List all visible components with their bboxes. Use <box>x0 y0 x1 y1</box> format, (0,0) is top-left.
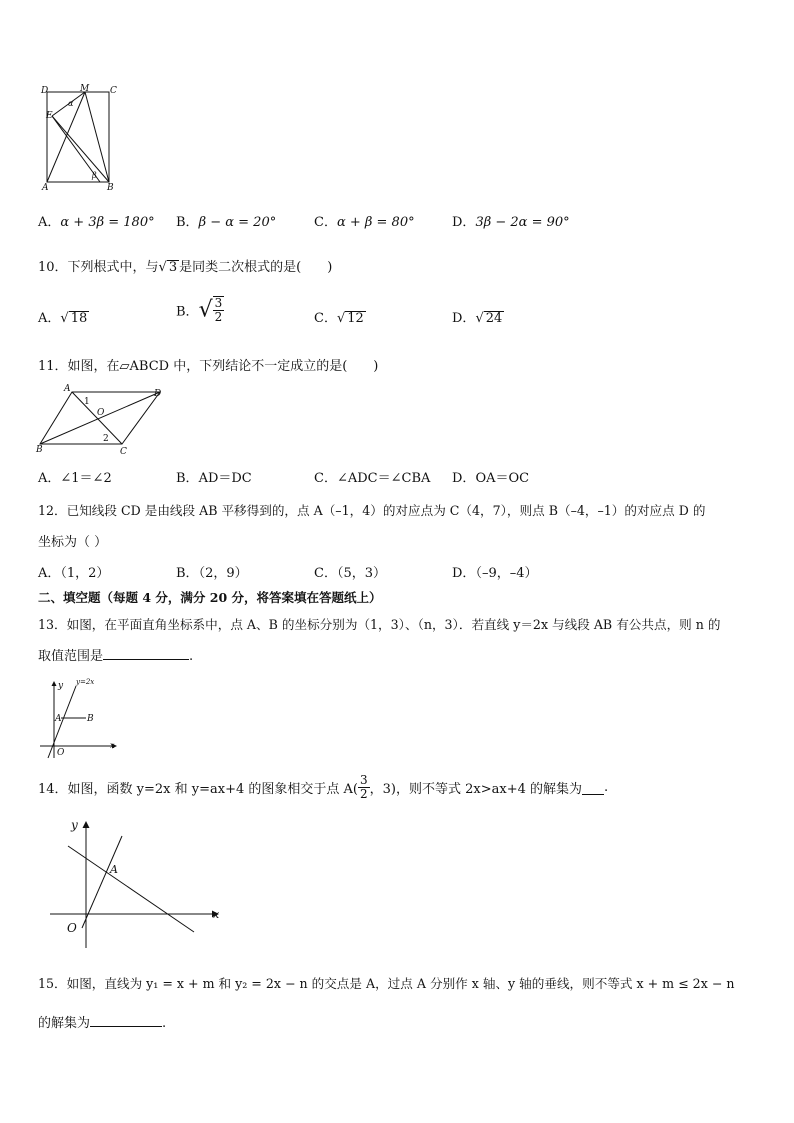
q13-label-o: O <box>57 748 65 758</box>
q12-option-a-text: （1，2） <box>60 566 110 581</box>
q11-stem: 11．如图，在▱ABCD 中，下列结论不一定成立的是( ) <box>38 359 379 374</box>
q10-stem-b: 是同类二次根式的是( ) <box>179 260 333 275</box>
q10-option-b-label: B． <box>176 304 199 320</box>
q13-line1: 13．如图，在平面直角坐标系中，点 A、B 的坐标分别为（1，3）、（n，3）．若直线 y＝2x 与线段 AB 有公共点，则 n 的 <box>38 617 721 632</box>
q9-option-a-text: α + 3β = 180° <box>60 215 155 230</box>
q12-option-a-label: A． <box>38 566 61 581</box>
fig9-label-a: A <box>42 183 49 193</box>
q11-option-a-text: ∠1＝∠2 <box>60 471 112 486</box>
q12-option-c-text: （5，3） <box>336 566 386 581</box>
q9-option-a <box>38 211 155 230</box>
q14-label-a: A <box>110 863 118 876</box>
q11-option-c-label: C． <box>314 471 337 486</box>
q12-option-c <box>314 562 386 581</box>
fig9-label-d: D <box>41 86 49 96</box>
q10-option-b: B．√ $\frac{3}{2}$ <box>176 296 223 324</box>
q12-option-d-text: （–9，–4） <box>475 566 538 581</box>
fig9-label-c: C <box>110 86 117 96</box>
q9-option-d <box>452 211 570 230</box>
q12-option-a <box>38 562 109 581</box>
q11-option-b-text: AD＝DC <box>198 471 252 486</box>
q10-stem-a: 10．下列根式中，与 <box>38 260 159 275</box>
q9-option-c-text: α + β = 80° <box>336 215 415 230</box>
q9-option-a-label: A． <box>38 215 61 230</box>
section-title-fill-in: 二、填空题（每题 4 分，满分 20 分，将答案填在答题纸上） <box>38 590 382 605</box>
q11-option-c-text: ∠ADC＝∠CBA <box>336 471 431 486</box>
q9-option-b <box>176 211 276 230</box>
q10-stem: 10．下列根式中，与√ 3 是同类二次根式的是( ) <box>38 260 333 275</box>
q13-label-line: y=2x <box>76 678 95 686</box>
q15-line2-end: . <box>162 1016 167 1031</box>
q9-option-b-text: β − α = 20° <box>198 215 277 230</box>
q15-answer-blank[interactable] <box>90 1013 162 1027</box>
q9-option-d-text: 3β − 2α = 90° <box>475 215 570 230</box>
q10-option-a: A．√ 18 <box>38 311 88 326</box>
fig11-label-1: 1 <box>84 397 90 407</box>
diagonal-bd <box>40 392 160 444</box>
fig9-label-alpha: α <box>68 99 74 108</box>
q11-option-b <box>176 467 252 486</box>
fig11-label-d: D <box>154 389 162 399</box>
q14-stem <box>38 774 608 801</box>
q10-option-b-fraction <box>213 296 225 324</box>
q10-option-c-radicand: 12 <box>347 311 364 326</box>
q14-frac-num: 3 <box>360 773 368 787</box>
q10-option-a-label: A． <box>38 311 61 326</box>
q11-option-b-label: B． <box>176 471 199 486</box>
q9-figure <box>40 84 130 193</box>
q9-option-c-label: C． <box>314 215 337 230</box>
q13-line2-text: 取值范围是 <box>38 649 104 664</box>
q11-figure <box>36 382 166 456</box>
fig11-label-o: O <box>97 408 105 418</box>
q12-line2: 坐标为（ ） <box>38 535 108 550</box>
q11-option-d-label: D． <box>452 471 476 486</box>
q11-option-c <box>314 467 430 486</box>
q14-stem-b: ，3)，则不等式 2x>ax+4 的解集为 <box>369 782 582 797</box>
q13-line2-end: . <box>189 649 194 664</box>
q15-line2-text: 的解集为 <box>38 1016 91 1031</box>
q14-fraction <box>358 774 370 801</box>
fig9-label-e: E <box>46 111 53 121</box>
diagonal-ac <box>72 392 122 444</box>
q13-label-x: x <box>110 741 115 750</box>
q10-radicand: 3 <box>168 260 178 275</box>
q10-option-d-label: D． <box>452 311 476 326</box>
q14-label-o: O <box>67 921 77 935</box>
q12-option-b-text: （2，9） <box>198 566 248 581</box>
q10-option-b-num: 3 <box>214 296 223 310</box>
fig11-label-c: C <box>120 447 127 457</box>
q15-line2 <box>38 1012 166 1031</box>
q15-line1: 15．如图，直线为 y₁ = x + m 和 y₂ = 2x − n 的交点是 A，过点 A 分别作 x 轴、y 轴的垂线，则不等式 x + m ≤ 2x − n <box>38 976 735 991</box>
q10-option-b-den: 2 <box>214 310 223 324</box>
q14-label-x: x <box>213 908 220 921</box>
q13-line2 <box>38 645 193 664</box>
q14-stem-a: 14．如图，函数 y=2x 和 y=ax+4 的图象相交于点 A( <box>38 782 358 797</box>
fig11-label-b: B <box>36 445 43 455</box>
q10-option-a-radicand: 18 <box>70 311 88 326</box>
q12-line1: 12．已知线段 CD 是由线段 AB 平移得到的，点 A（–1，4）的对应点为 C（4，7），则点 B（–4，–1）的对应点 D 的 <box>38 503 706 518</box>
q10-option-c-label: C． <box>314 311 337 326</box>
q11-option-d-text: OA＝OC <box>475 471 530 486</box>
q14-stem-c: . <box>604 780 609 795</box>
q13-y-arrow <box>52 681 57 686</box>
q13-figure <box>38 676 122 760</box>
fig11-label-2: 2 <box>103 434 109 444</box>
q12-option-d <box>452 562 537 581</box>
q10-option-d-radicand: 24 <box>485 311 503 326</box>
fig11-label-a: A <box>64 384 71 394</box>
q12-option-c-label: C． <box>314 566 337 581</box>
q9-option-c <box>314 211 415 230</box>
q11-option-a <box>38 467 112 486</box>
rectangle-abcd <box>47 92 109 182</box>
q13-answer-blank[interactable] <box>103 646 189 660</box>
q10-option-c: C．√ 12 <box>314 311 364 326</box>
q13-label-y: y <box>58 681 64 691</box>
q14-frac-den: 2 <box>360 787 368 801</box>
q14-label-y: y <box>71 818 78 832</box>
q9-option-d-label: D． <box>452 215 476 230</box>
fig9-label-b: B <box>107 183 114 193</box>
q14-y-arrow <box>83 821 90 828</box>
q14-line-yax4 <box>68 846 194 932</box>
q9-option-b-label: B． <box>176 215 199 230</box>
q14-figure <box>46 816 226 950</box>
q12-option-b <box>176 562 248 581</box>
fig9-label-beta: β <box>92 171 97 180</box>
q11-option-a-label: A． <box>38 471 61 486</box>
q10-option-d: D．√ 24 <box>452 311 503 326</box>
q13-label-a: A <box>55 714 62 724</box>
q14-answer-blank[interactable] <box>582 781 604 795</box>
q12-option-d-label: D． <box>452 566 476 581</box>
q11-option-d <box>452 467 529 486</box>
fig9-label-m: M <box>80 84 90 94</box>
q13-label-b: B <box>87 714 94 724</box>
q12-option-b-label: B． <box>176 566 199 581</box>
